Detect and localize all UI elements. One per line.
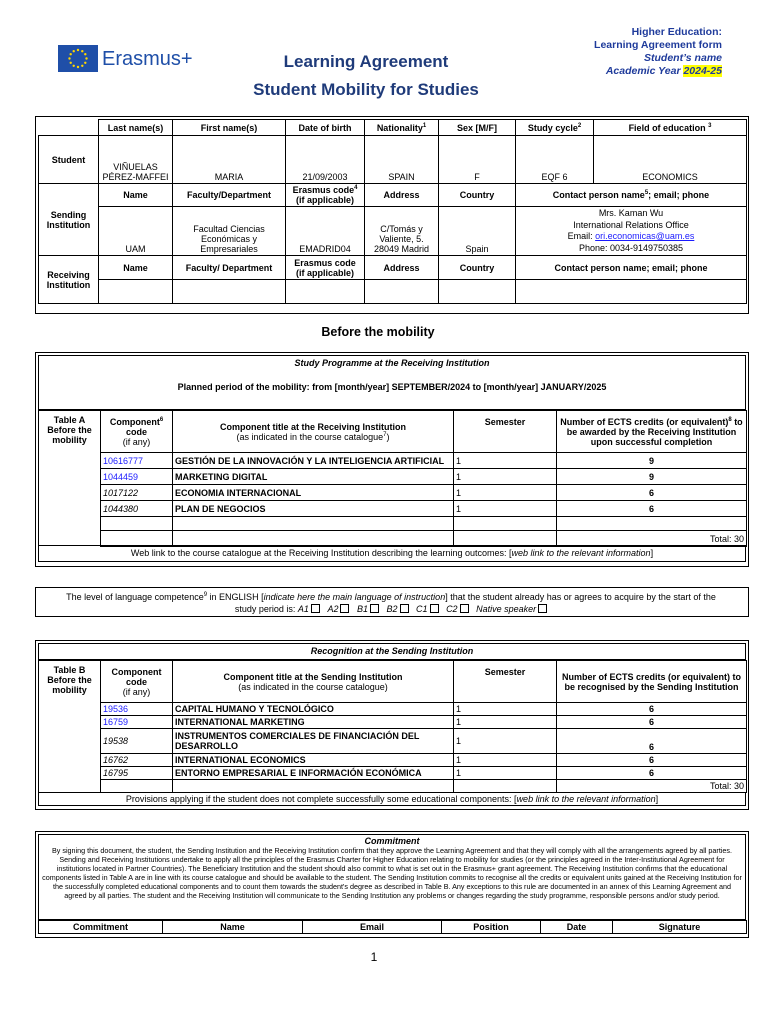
receiving-name[interactable] (99, 280, 173, 304)
level-a2[interactable] (327, 604, 349, 614)
table-a-col-code-text: Component (109, 416, 160, 427)
table-a-col-title-sup: 7 (383, 431, 387, 438)
table-a-col-semester: Semester (454, 411, 557, 453)
student-label: Student (39, 136, 99, 184)
table-row (39, 703, 747, 716)
table-a-weblink-suffix: ] (650, 548, 654, 558)
language-p1: The level of language competence (66, 592, 204, 602)
table-a-col-title (173, 411, 454, 453)
col-last-name: Last name(s) (99, 120, 173, 136)
header-right-block (594, 26, 722, 78)
sending-row (39, 207, 747, 256)
academic-year-label: Academic Year (605, 65, 684, 77)
table-a-code[interactable]: 10616777 (101, 453, 173, 469)
receiving-col-contact: Contact person name; email; phone (516, 256, 747, 280)
table-a-code: 1044380 (101, 501, 173, 517)
table-b-title: INTERNATIONAL ECONOMICS (173, 754, 454, 767)
sending-col-address: Address (365, 184, 439, 207)
table-b-side-label: Table B Before the mobility (39, 661, 101, 793)
col-study-cycle (516, 120, 594, 136)
sending-country: Spain (439, 207, 516, 256)
table-row (39, 485, 747, 501)
receiving-country[interactable] (439, 280, 516, 304)
before-mobility-heading: Before the mobility (321, 325, 435, 339)
table-a-weblink-prefix: Web link to the course catalogue at the Receiving Institution describing the learning outcomes: [ (130, 548, 512, 558)
col-dob: Date of birth (286, 120, 365, 136)
table-row (39, 501, 747, 517)
level-b2[interactable] (387, 604, 409, 614)
table-b-title: ENTORNO EMPRESARIAL E INFORMACIÓN ECONÓMICA (173, 767, 454, 780)
student-row (39, 136, 747, 184)
commitment-title: Commitment (364, 836, 420, 846)
table-b-total: Total: 30 (557, 780, 747, 793)
table-b-code: 19538 (101, 729, 173, 754)
sending-contact-phone: Phone: 0034-9149750385 (578, 242, 684, 253)
empty-corner (39, 120, 99, 136)
table-b-semester: 1 (454, 729, 557, 754)
table-row (39, 469, 747, 485)
table-a-empty-cell[interactable] (101, 517, 173, 531)
table-a-col-code (101, 411, 173, 453)
header-higher-education: Higher Education: (631, 26, 722, 38)
sending-col-erasmus-2: (if applicable) (295, 195, 354, 205)
table-b-col-code-2: code (125, 676, 147, 687)
table-b-title: CAPITAL HUMANO Y TECNOLÓGICO (173, 703, 454, 716)
table-a-header (38, 355, 746, 410)
title-student-mobility: Student Mobility for Studies (253, 80, 479, 99)
table-a-code[interactable]: 1044459 (101, 469, 173, 485)
student-field: ECONOMICS (594, 136, 747, 184)
level-label: C1 (416, 603, 428, 614)
table-a-ects: 9 (557, 453, 747, 469)
student-table (38, 119, 747, 304)
sending-col-contact-text: Contact person name (552, 190, 645, 200)
sending-name: UAM (99, 207, 173, 256)
sending-col-contact-sup: 5 (644, 190, 649, 196)
table-b-col-title (173, 661, 454, 703)
level-label: B1 (356, 603, 368, 614)
checkbox-icon[interactable] (311, 604, 320, 613)
table-a-title: GESTIÓN DE LA INNOVACIÓN Y LA INTELIGENCIA ARTIFICIAL (173, 453, 454, 469)
commitment-text: By signing this document, the student, the Sending Institution and the Receiving Institution confirm that they approve the Learning Agreement and that they will comply with all the arrangements agreed by all parties. Sending and Receiving Institutions undertake to apply all the principles of the Erasmus Charter for Higher Education relating to mobility for studies (or the principles agreed in the Inter-Institutional Agreement for institutions located in Partner Countries). The Beneficiary Institution and the student should also commit to what is set out in the Erasmus+ grant agreement. The Receiving Institution confirms that the educational components listed in Table A are in line with its course catalogue and should be available to the student. The Sending Institution commits to recognise all the credits or equivalent units gained at the Receiving Institution for the successfully completed educational components and to count them towards the student's degree as described in Table B. Any exceptions to this rule are documented in an annex of this Learning Agreement and agreed by all parties. The student and the Receiving Institution will communicate to the Sending Institution any problems or changes regarding the study programme, responsible persons and/or study period. (42, 846, 742, 900)
table-a-code: 1017122 (101, 485, 173, 501)
table-b-col-code-text: Component (111, 666, 162, 677)
table-b-code: 16795 (101, 767, 173, 780)
table-a-semester: 1 (454, 485, 557, 501)
table-a-col-ects (557, 411, 747, 453)
provisions-suffix: ] (655, 794, 659, 804)
col-field-of-education (594, 120, 747, 136)
student-sex: F (439, 136, 516, 184)
sending-faculty: Facultad Ciencias Económicas y Empresariales (173, 207, 286, 256)
commitment-col-commitment: Commitment (39, 921, 163, 934)
commitment-col-name: Name (163, 921, 303, 934)
table-b-col-ects: Number of ECTS credits (or equivalent) to be recognised by the Sending Institution (557, 661, 747, 703)
logo-text: Erasmus+ (102, 48, 193, 70)
receiving-label: Receiving Institution (39, 256, 99, 304)
level-label: Native speaker (476, 603, 537, 614)
level-c2[interactable] (446, 604, 469, 614)
table-a-ects: 9 (557, 469, 747, 485)
sending-label: Sending Institution (39, 184, 99, 256)
receiving-address[interactable] (365, 280, 439, 304)
col-nationality-text: Nationality (376, 122, 423, 133)
table-b-col-code-3: (if any) (122, 686, 151, 697)
language-p3: indicate here the main language of instruction (263, 592, 446, 602)
table-b-ects: 6 (557, 703, 747, 716)
table-a-title: MARKETING DIGITAL (173, 469, 454, 485)
receiving-row (39, 280, 747, 304)
level-c1[interactable] (416, 604, 439, 614)
table-b-ects: 6 (557, 754, 747, 767)
table-row (39, 754, 747, 767)
table-a-period: Planned period of the mobility: from [month/year] SEPTEMBER/2024 to [month/year] JANUARY/2025 (177, 382, 607, 392)
student-cycle: EQF 6 (516, 136, 594, 184)
col-sex: Sex [M/F] (439, 120, 516, 136)
sending-col-erasmus (286, 184, 365, 207)
sending-col-contact-2: ; email; phone (648, 190, 710, 200)
checkbox-icon[interactable] (538, 604, 547, 613)
sending-col-name: Name (99, 184, 173, 207)
table-b-empty-cell (173, 780, 454, 793)
table-row (39, 517, 747, 531)
table-b-title: INSTRUMENTOS COMERCIALES DE FINANCIACIÓN DEL DESARROLLO (173, 729, 454, 754)
table-row (39, 767, 747, 780)
level-label: C2 (446, 603, 458, 614)
sending-email-link[interactable]: ori.economicas@uam.es (595, 231, 695, 241)
table-a-side-label: Table A Before the mobility (39, 411, 101, 547)
sending-email-label: Email: (567, 231, 596, 241)
sending-contact (516, 207, 747, 256)
student-first-name: MARIA (173, 136, 286, 184)
table-a-col-title-2: (as indicated in the course catalogue (236, 431, 384, 442)
table-b-semester: 1 (454, 716, 557, 729)
table-b-total-row (39, 780, 747, 793)
receiving-col-erasmus-text: Erasmus code (294, 257, 356, 268)
col-nationality (365, 120, 439, 136)
table-a-title: PLAN DE NEGOCIOS (173, 501, 454, 517)
provisions-prefix: Provisions applying if the student does not complete successfully some educational components: [ (125, 794, 517, 804)
sending-contact-email-line (518, 231, 744, 243)
receiving-faculty[interactable] (173, 280, 286, 304)
table-a-col-ects-2: to be awarded by the Receiving Institution upon successful completion (566, 416, 743, 447)
table-b-header-row (39, 661, 747, 703)
table-b-ects: 6 (557, 716, 747, 729)
sending-col-country: Country (439, 184, 516, 207)
receiving-col-country: Country (439, 256, 516, 280)
language-p1-sup: 9 (203, 592, 208, 598)
receiving-col-faculty: Faculty/ Department (173, 256, 286, 280)
level-native[interactable] (476, 604, 547, 614)
col-field-text: Field of education (628, 122, 706, 133)
table-b-code[interactable]: 19536 (101, 703, 173, 716)
level-b1[interactable] (357, 604, 379, 614)
sending-col-faculty: Faculty/Department (173, 184, 286, 207)
table-a-total: Total: 30 (557, 531, 747, 547)
table-a-semester: 1 (454, 469, 557, 485)
table-b-semester: 1 (454, 767, 557, 780)
receiving-col-name: Name (99, 256, 173, 280)
table-b-semester: 1 (454, 754, 557, 767)
provisions-link-text[interactable]: web link to the relevant information (516, 794, 656, 804)
table-b-semester: 1 (454, 703, 557, 716)
table-b-caption: Recognition at the Sending Institution (38, 643, 746, 660)
checkbox-icon[interactable] (370, 604, 379, 613)
table-a-ects: 6 (557, 501, 747, 517)
title-learning-agreement: Learning Agreement (283, 52, 449, 71)
receiving-erasmus-code[interactable] (286, 280, 365, 304)
checkbox-icon[interactable] (400, 604, 409, 613)
table-b-empty-cell (101, 780, 173, 793)
checkbox-icon[interactable] (460, 604, 469, 613)
receiving-header-row (39, 256, 747, 280)
sending-header-row (39, 184, 747, 207)
commitment-header-row (39, 921, 747, 934)
student-dob: 21/09/2003 (286, 136, 365, 184)
col-first-name: First name(s) (173, 120, 286, 136)
receiving-col-erasmus (286, 256, 365, 280)
col-nationality-sup: 1 (422, 122, 427, 129)
table-a-col-title-text: Component title at the Receiving Institution (219, 421, 406, 432)
table-b-provisions (38, 792, 746, 806)
col-field-sup: 3 (708, 122, 712, 129)
col-study-cycle-text: Study cycle (527, 122, 578, 133)
language-p4: ] that the student already has or agrees to acquire by the start of the (445, 592, 716, 602)
table-a-col-code-2: code (125, 426, 147, 437)
commitment-col-email: Email (303, 921, 442, 934)
table-a (38, 410, 747, 547)
sending-contact-office: International Relations Office (573, 219, 689, 230)
sending-address: C/Tomás y Valiente, 5. 28049 Madrid (365, 207, 439, 256)
table-b-col-code (101, 661, 173, 703)
student-nationality: SPAIN (365, 136, 439, 184)
header-student-name: Student’s name (644, 52, 722, 64)
receiving-col-address: Address (365, 256, 439, 280)
header-form-name: Learning Agreement form (594, 39, 722, 51)
language-p5: study period is: (234, 603, 298, 614)
sending-col-contact (516, 184, 747, 207)
table-a-empty-cell[interactable] (454, 517, 557, 531)
table-a-semester: 1 (454, 501, 557, 517)
table-row (39, 716, 747, 729)
table-b-empty-cell (454, 780, 557, 793)
table-a-caption: Study Programme at the Receiving Institution (294, 358, 490, 368)
col-study-cycle-sup: 2 (577, 122, 582, 129)
table-b-code: 16762 (101, 754, 173, 767)
sending-erasmus-code: EMADRID04 (286, 207, 365, 256)
page-number: 1 (370, 950, 378, 964)
academic-year-value: 2024-25 (683, 65, 722, 77)
sending-contact-name: Mrs. Kaman Wu (598, 208, 664, 218)
language-p2: in ENGLISH [ (207, 592, 264, 602)
level-label: A1 (297, 603, 309, 614)
level-label: A2 (327, 603, 339, 614)
table-a-weblink (38, 545, 746, 562)
table-a-col-code-3: (if any) (122, 436, 151, 447)
table-a-empty-cell[interactable] (557, 517, 747, 531)
table-a-col-ects-sup: 8 (728, 416, 732, 423)
commitment-col-date: Date (541, 921, 613, 934)
commitment-table (38, 920, 747, 934)
table-b-col-title-2: (as indicated in the course catalogue) (238, 681, 388, 692)
student-header-row (39, 120, 747, 136)
table-b-ects: 6 (557, 729, 747, 754)
sending-col-erasmus-sup: 4 (354, 185, 358, 191)
table-a-col-ects-text: Number of ECTS credits (or equivalent) (560, 416, 729, 427)
student-last-name: VIÑUELAS PÉREZ-MAFFEI (99, 136, 173, 184)
table-a-header-row (39, 411, 747, 453)
table-row (39, 453, 747, 469)
level-label: B2 (386, 603, 398, 614)
table-b-code[interactable]: 16759 (101, 716, 173, 729)
table-a-ects: 6 (557, 485, 747, 501)
table-a-weblink-text[interactable]: web link to the relevant information (511, 548, 651, 558)
checkbox-icon[interactable] (430, 604, 439, 613)
commitment-col-position: Position (442, 921, 541, 934)
table-b-title: INTERNATIONAL MARKETING (173, 716, 454, 729)
table-b-col-title-text: Component title at the Sending Institution (223, 671, 403, 682)
commitment-box (38, 834, 746, 920)
header-academic-year (594, 65, 722, 78)
table-a-col-title-end: ) (386, 431, 390, 442)
commitment-col-signature: Signature (613, 921, 747, 934)
table-b (38, 660, 747, 793)
sending-col-erasmus-text: Erasmus code (292, 185, 355, 195)
table-a-empty-cell[interactable] (173, 517, 454, 531)
checkbox-icon[interactable] (340, 604, 349, 613)
table-a-col-code-sup: 6 (159, 416, 164, 423)
level-a1[interactable] (298, 604, 320, 614)
receiving-col-erasmus-2: (if applicable) (295, 267, 354, 278)
table-b-col-semester: Semester (454, 661, 557, 703)
table-row (39, 729, 747, 754)
table-a-semester: 1 (454, 453, 557, 469)
table-b-ects: 6 (557, 767, 747, 780)
language-competence (40, 590, 742, 615)
table-a-title: ECONOMIA INTERNACIONAL (173, 485, 454, 501)
receiving-contact[interactable] (516, 280, 747, 304)
